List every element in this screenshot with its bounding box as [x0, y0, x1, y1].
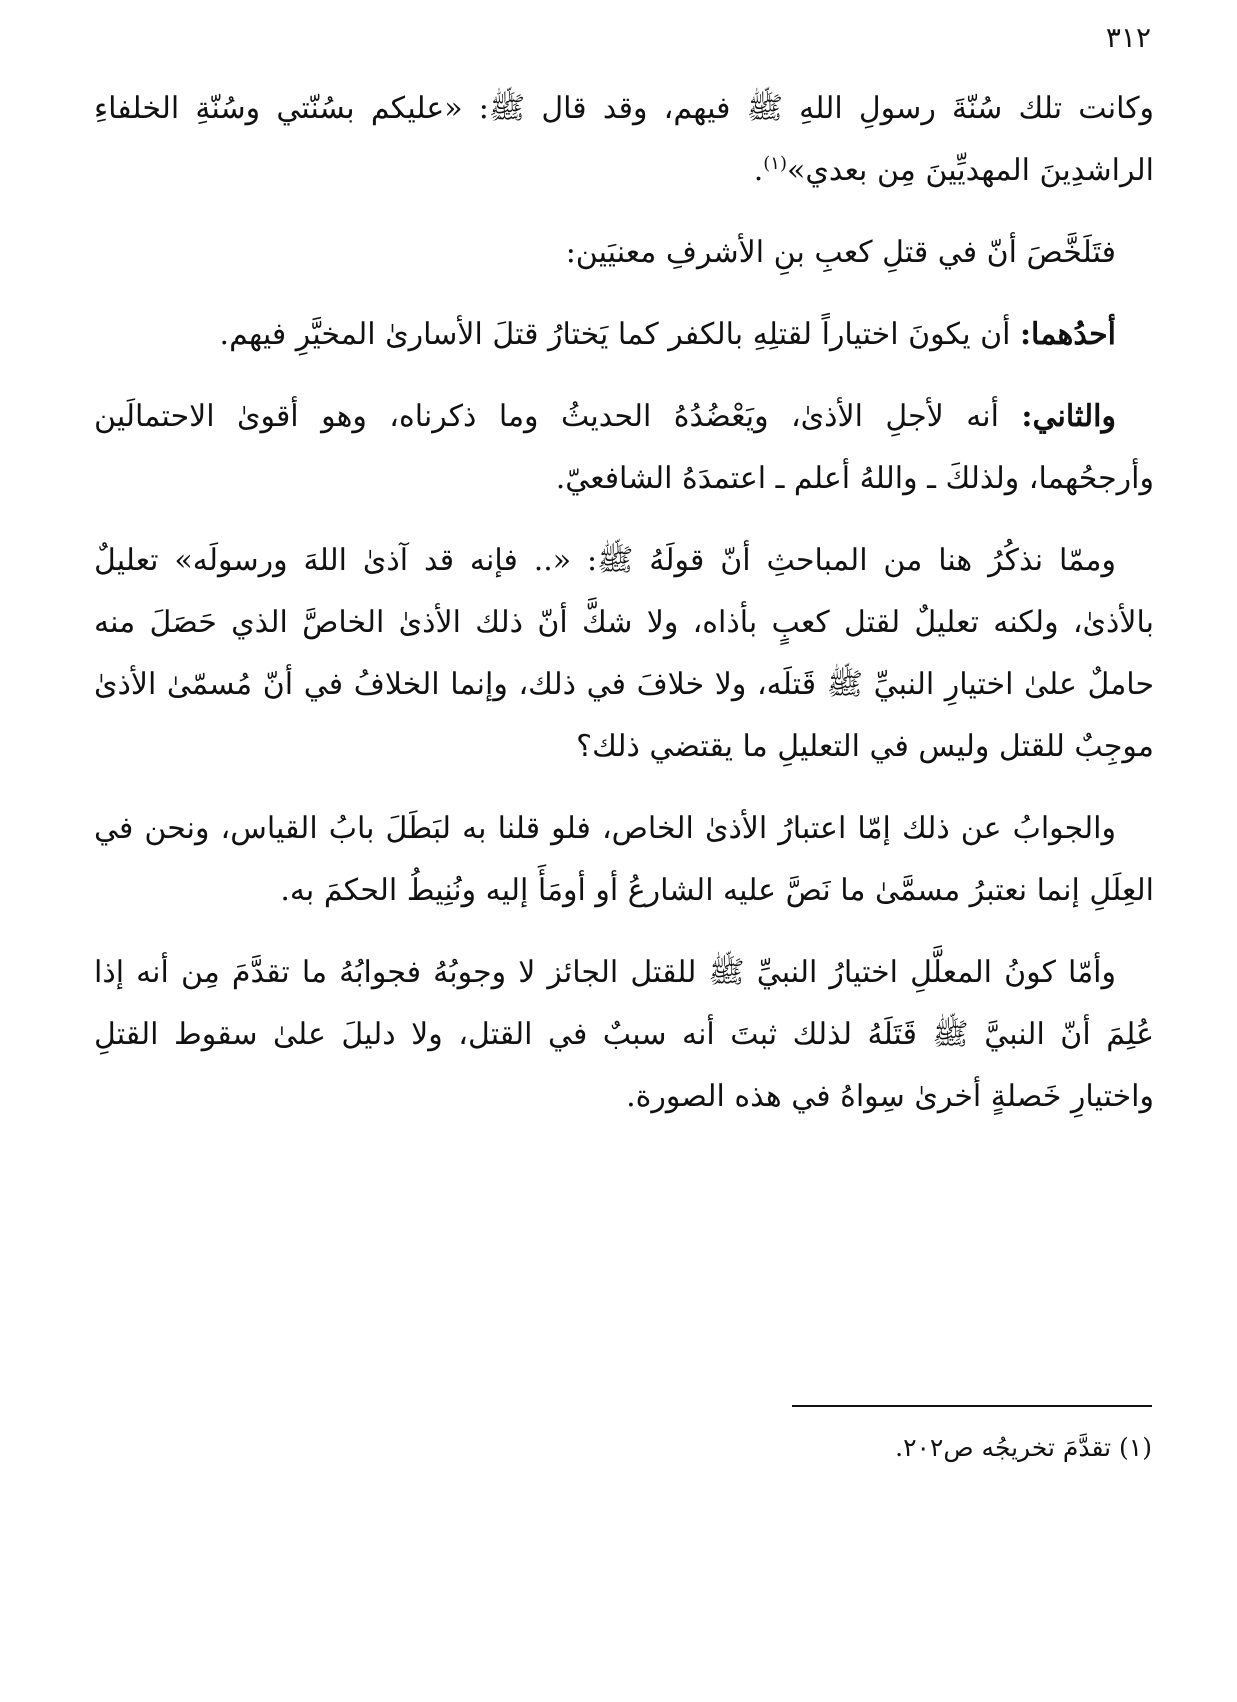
main-text: [94, 78, 1154, 1148]
paragraph: [94, 386, 1154, 510]
paragraph-text: وأمّا كونُ المعلَّلِ اختيارُ النبيِّ ﷺ للقتل الجائز لا وجوبُهُ فجوابُهُ ما تقدَّمَ مِن أنه إذا عُلِمَ أنّ النبيَّ ﷺ قَتَلَهُ لذلك ثبتَ أنه سببٌ في القتل، ولا دليلَ علىٰ سقوط القتلِ واختيارِ خَصلةٍ أخرىٰ سِواهُ في هذه الصورة.: [94, 955, 1154, 1114]
footnote-reference: (١): [763, 153, 787, 174]
paragraph: [94, 530, 1154, 778]
page-number: ٣١٢: [1105, 21, 1151, 54]
paragraph: [94, 942, 1154, 1128]
paragraph: [94, 78, 1154, 202]
footnote: (١) تقدَّمَ تخريجُه ص٢٠٢.: [895, 1433, 1152, 1462]
paragraph-label: أحدُهما:: [1019, 317, 1116, 352]
paragraph-text: أن يكونَ اختياراً لقتلِهِ بالكفر كما يَختارُ قتلَ الأسارىٰ المخيَّرِ فيهم.: [219, 317, 1020, 352]
paragraph-text: وممّا نذكُرُ هنا من المباحثِ أنّ قولَهُ ﷺ: «.. فإنه قد آذىٰ اللهَ ورسولَه» تعليلٌ بالأذىٰ، ولكنه تعليلٌ لقتل كعبٍ بأذاه، ولا شكَّ أنّ ذلك الأذىٰ الخاصَّ الذي حَصَلَ منه حاملٌ علىٰ اختيارِ النبيِّ ﷺ قَتلَه، ولا خلافَ في ذلك، وإنما الخلافُ في أنّ مُسمّىٰ الأذىٰ موجِبٌ للقتل وليس في التعليلِ ما يقتضي ذلك؟: [94, 543, 1154, 764]
paragraph-text: وكانت تلك سُنّةَ رسولِ اللهِ ﷺ فيهم، وقد قال ﷺ: «عليكم بسُنّتي وسُنّةِ الخلفاءِ الراشدِينَ المهديِّينَ مِن بعدي»: [94, 91, 1154, 188]
paragraph-text: والجوابُ عن ذلك إمّا اعتبارُ الأذىٰ الخاص، فلو قلنا به لبَطَلَ بابُ القياس، ونحن في العِلَلِ إنما نعتبرُ مسمَّىٰ ما نَصَّ عليه الشارعُ أو أومَأَ إليه ونُنِيطُ الحكمَ به.: [94, 811, 1154, 908]
footnote-divider: [792, 1405, 1152, 1407]
paragraph: [94, 222, 1154, 284]
paragraph: [94, 798, 1154, 922]
paragraph-label: والثاني:: [1021, 399, 1116, 434]
paragraph: [94, 304, 1154, 366]
paragraph-tail: .: [753, 153, 764, 188]
paragraph-text: أنه لأجلِ الأذىٰ، ويَعْضُدُهُ الحديثُ وما ذكرناه، وهو أقوىٰ الاحتمالَين وأرجحُهما، ولذلكَ ـ واللهُ أعلم ـ اعتمدَهُ الشافعيّ.: [94, 399, 1154, 496]
paragraph-text: فتَلَخَّصَ أنّ في قتلِ كعبِ بنِ الأشرفِ معنيَين:: [565, 235, 1116, 270]
